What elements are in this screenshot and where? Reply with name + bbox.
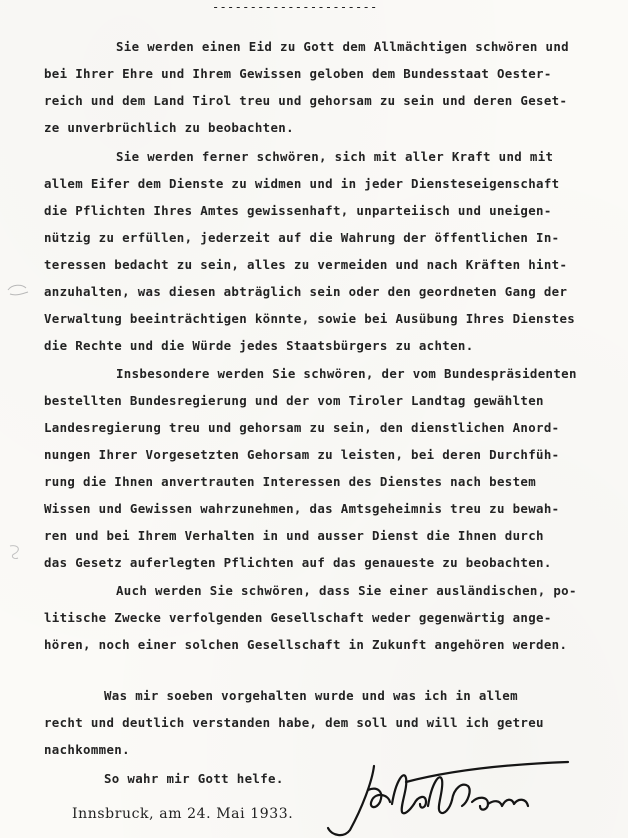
oath-line-8: nützig zu erfüllen, jederzeit auf die Wahrung der öffentlichen In-	[44, 230, 560, 245]
margin-pencil-mark	[4, 282, 32, 298]
oath-line-2: bei Ihrer Ehre und Ihrem Gewissen geloben dem Bundesstaat Oester-	[44, 66, 552, 81]
oath-line-4: ze unverbrüchlich zu beobachten.	[44, 120, 294, 135]
oath-line-9: teressen bedacht zu sein, alles zu vermeiden und nach Kräften hint-	[44, 257, 568, 272]
oath-line-3: reich und dem Land Tirol treu und gehorsam zu sein und deren Geset-	[44, 93, 568, 108]
oath-line-11: Verwaltung beeinträchtigen könnte, sowie bei Ausübung Ihres Dienstes	[44, 311, 576, 326]
oath-line-19: ren und bei Ihrem Verhalten in und ausser Dienst die Ihnen durch	[44, 528, 544, 543]
affirmation-line-1: Was mir soeben vorgehalten wurde und was ich in allem	[104, 688, 518, 703]
place-and-date: Innsbruck, am 24. Mai 1933.	[72, 806, 294, 822]
oath-line-12: die Rechte und die Würde jedes Staatsbürgers zu achten.	[44, 338, 474, 353]
oath-line-13: Insbesondere werden Sie schwören, der vom Bundespräsidenten	[116, 366, 577, 381]
oath-line-22: litische Zwecke verfolgenden Gesellschaft weder gegenwärtig ange-	[44, 610, 552, 625]
oath-line-21: Auch werden Sie schwören, dass Sie einer ausländischen, po-	[116, 583, 577, 598]
oath-line-20: das Gesetz auferlegten Pflichten auf das genaueste zu beobachten.	[44, 555, 552, 570]
oath-line-1: Sie werden einen Eid zu Gott dem Allmächtigen schwören und	[116, 39, 569, 54]
margin-pencil-mark	[4, 540, 28, 564]
affirmation-line-3: nachkommen.	[44, 742, 130, 757]
oath-line-6: allem Eifer dem Dienste zu widmen und in jeder Diensteseigenschaft	[44, 176, 560, 191]
oath-line-18: Wissen und Gewissen wahrzunehmen, das Amtsgeheimnis treu zu bewah-	[44, 501, 560, 516]
oath-line-14: bestellten Bundesregierung und der vom Tiroler Landtag gewählten	[44, 393, 544, 408]
oath-line-23: hören, noch einer solchen Gesellschaft in Zukunft angehören werden.	[44, 637, 568, 652]
oath-line-16: nungen Ihrer Vorgesetzten Gehorsam zu leisten, bei deren Durchfüh-	[44, 447, 560, 462]
closing-formula: So wahr mir Gott helfe.	[104, 771, 284, 786]
oath-line-7: die Pflichten Ihres Amtes gewissenhaft, unparteiisch und uneigen-	[44, 203, 552, 218]
affirmation-line-2: recht und deutlich verstanden habe, dem soll und will ich getreu	[44, 715, 544, 730]
oath-line-5: Sie werden ferner schwören, sich mit aller Kraft und mit	[116, 149, 554, 164]
oath-line-10: anzuhalten, was diesen abträglich sein oder den geordneten Gang der	[44, 284, 568, 299]
top-rule: ----------------------	[212, 0, 378, 14]
oath-line-15: Landesregierung treu und gehorsam zu sein, den dienstlichen Anord-	[44, 420, 560, 435]
handwritten-signature	[322, 760, 572, 838]
oath-line-17: rung die Ihnen anvertrauten Interessen des Dienstes nach bestem	[44, 474, 537, 489]
